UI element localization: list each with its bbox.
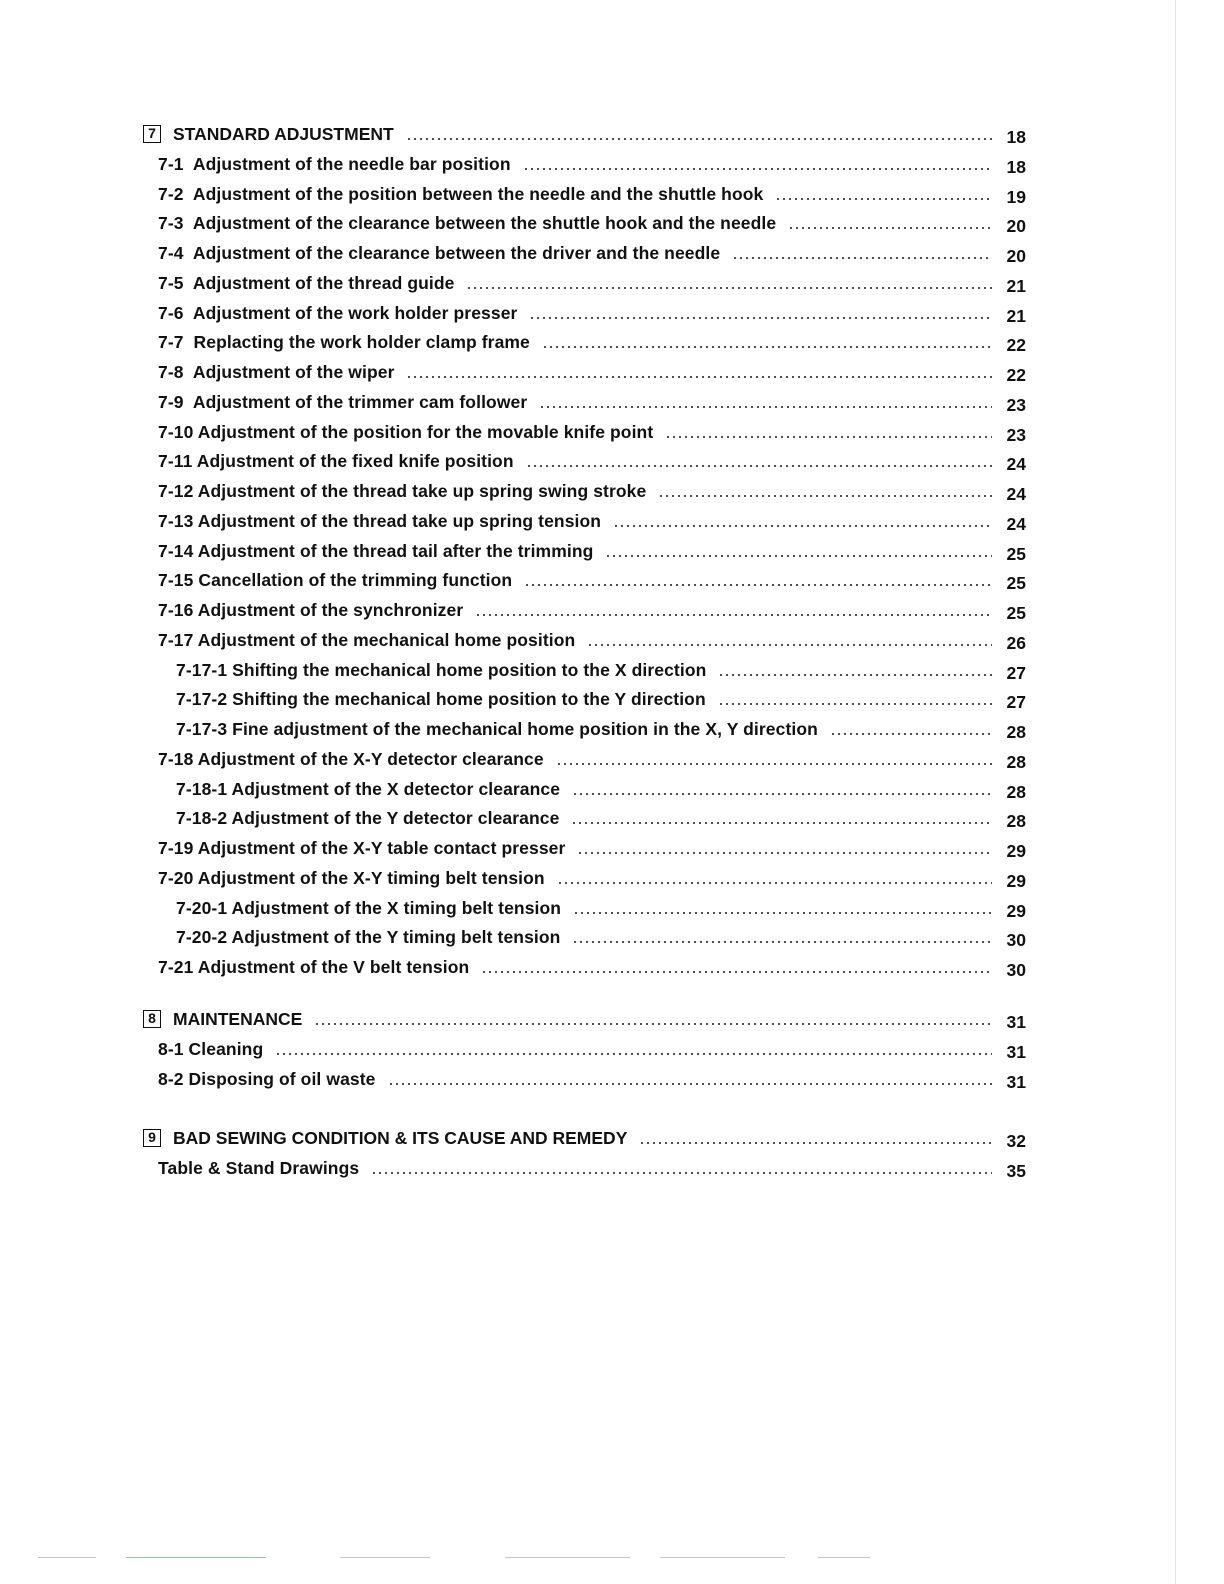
item-title: 7-17-3 Fine adjustment of the mechanical home position in the X, Y direction	[176, 719, 818, 739]
dot-leader	[587, 644, 992, 646]
dot-leader	[388, 1083, 993, 1085]
dot-leader	[526, 465, 992, 467]
dot-leader	[371, 1172, 992, 1174]
toc-item	[158, 1033, 1026, 1062]
toc-item	[158, 624, 1026, 653]
toc-item	[158, 356, 1026, 385]
item-title: 7-6 Adjustment of the work holder presser	[158, 302, 518, 323]
footer-rule	[38, 1557, 96, 1558]
toc-item	[158, 594, 1026, 623]
toc-subitem	[176, 802, 1026, 832]
item-title: 7-17-2 Shifting the mechanical home position to the Y direction	[176, 689, 706, 710]
footer-rule	[660, 1557, 785, 1558]
dot-leader	[475, 614, 992, 616]
dot-leader	[613, 525, 992, 527]
page-number: 21	[1006, 305, 1026, 326]
footer-rule	[126, 1557, 266, 1558]
page-number: 28	[1006, 781, 1026, 802]
dot-leader	[557, 882, 992, 884]
page-number: 24	[1006, 454, 1026, 475]
dot-leader	[466, 287, 992, 289]
page-number: 24	[1006, 484, 1026, 504]
dot-leader	[314, 1023, 992, 1025]
item-title: 7-17-1 Shifting the mechanical home position to the X direction	[176, 659, 707, 680]
item-title: 7-12 Adjustment of the thread take up spring swing stroke	[158, 481, 647, 501]
toc-item	[158, 475, 1026, 504]
item-title: 7-5 Adjustment of the thread guide	[158, 272, 455, 293]
dot-leader	[523, 168, 992, 170]
section-number-box: 8	[143, 1010, 161, 1028]
dot-leader	[577, 852, 992, 854]
page-number: 35	[1006, 1160, 1026, 1181]
dot-leader	[556, 763, 992, 765]
page-number: 29	[1006, 841, 1026, 861]
page-edge-line	[1175, 0, 1176, 1584]
page-number: 18	[1006, 127, 1026, 147]
item-title: 7-20-1 Adjustment of the X timing belt tension	[176, 897, 562, 918]
page-number: 31	[1006, 1012, 1026, 1032]
item-title: 7-3 Adjustment of the clearance between the shuttle hook and the needle	[158, 213, 777, 234]
item-title: 8-2 Disposing of oil waste	[158, 1068, 376, 1089]
item-title: 7-20-2 Adjustment of the Y timing belt tension	[176, 927, 561, 948]
page-number: 31	[1006, 1041, 1026, 1062]
page-number: 31	[1006, 1071, 1026, 1092]
dot-leader	[639, 1142, 992, 1144]
toc-item	[158, 505, 1026, 534]
item-title: 7-18-2 Adjustment of the Y detector clearance	[176, 808, 560, 829]
page-number: 30	[1006, 930, 1026, 951]
item-title: 7-17 Adjustment of the mechanical home position	[158, 629, 576, 650]
item-title: 7-15 Cancellation of the trimming function	[158, 570, 513, 591]
page-number: 25	[1006, 543, 1026, 564]
toc-item	[158, 297, 1026, 326]
toc-section-9	[143, 1122, 1026, 1151]
page-number: 27	[1006, 692, 1026, 713]
item-title: 7-13 Adjustment of the thread take up spring tension	[158, 510, 602, 531]
dot-leader	[539, 406, 992, 408]
item-title: 7-14 Adjustment of the thread tail after the trimming	[158, 540, 594, 561]
item-title: 7-11 Adjustment of the fixed knife position	[158, 451, 514, 472]
dot-leader	[775, 198, 992, 200]
toc-item	[158, 148, 1026, 177]
dot-leader	[830, 733, 992, 735]
dot-leader	[542, 346, 992, 348]
dot-leader	[571, 822, 992, 824]
toc-item	[158, 832, 1026, 861]
page-number: 22	[1006, 335, 1026, 356]
toc-item	[158, 951, 1026, 980]
dot-leader	[524, 584, 992, 586]
footer-rule	[818, 1557, 870, 1558]
toc-section-7	[143, 118, 1026, 147]
page-number: 26	[1006, 632, 1026, 653]
toc-subitem	[176, 773, 1026, 802]
toc-item	[158, 326, 1026, 356]
toc-subitem	[176, 921, 1026, 951]
item-title: 7-19 Adjustment of the X-Y table contact presser	[158, 838, 566, 858]
page-number: 21	[1006, 275, 1026, 296]
item-title: 7-10 Adjustment of the position for the movable knife point	[158, 421, 654, 442]
page-number: 29	[1006, 900, 1026, 921]
page-number: 19	[1006, 186, 1026, 207]
section-title: BAD SEWING CONDITION & ITS CAUSE AND REMEDY	[173, 1128, 628, 1148]
toc-subitem	[176, 683, 1026, 713]
toc-item	[158, 416, 1026, 445]
item-title: 7-1 Adjustment of the needle bar position	[158, 153, 511, 174]
item-title: 8-1 Cleaning	[158, 1038, 264, 1059]
section-title: MAINTENANCE	[173, 1009, 303, 1029]
toc-subitem	[176, 713, 1026, 742]
section-number-box: 7	[143, 125, 161, 143]
page-number: 28	[1006, 811, 1026, 832]
dot-leader	[572, 793, 992, 795]
dot-leader	[665, 436, 992, 438]
toc-subitem	[176, 892, 1026, 921]
page-number: 20	[1006, 216, 1026, 237]
toc-item	[158, 237, 1026, 266]
toc-item	[158, 386, 1026, 415]
page-number: 25	[1006, 603, 1026, 623]
dot-leader	[788, 227, 992, 229]
item-title: 7-20 Adjustment of the X-Y timing belt tension	[158, 867, 545, 888]
toc-item	[158, 1063, 1026, 1092]
page-number: 28	[1006, 751, 1026, 772]
item-title: 7-18 Adjustment of the X-Y detector clearance	[158, 748, 544, 769]
toc-section-8	[143, 1003, 1026, 1032]
toc-item	[158, 267, 1026, 296]
dot-leader	[275, 1053, 992, 1055]
toc-subitem	[176, 654, 1026, 683]
toc-item	[158, 1152, 1026, 1181]
toc-item	[158, 207, 1026, 237]
dot-leader	[529, 317, 992, 319]
page-number: 18	[1006, 156, 1026, 177]
item-title: 7-18-1 Adjustment of the X detector clearance	[176, 778, 561, 799]
dot-leader	[718, 703, 992, 705]
dot-leader	[406, 376, 992, 378]
page-number: 22	[1006, 365, 1026, 385]
dot-leader	[572, 941, 992, 943]
page-number: 24	[1006, 513, 1026, 534]
dot-leader	[658, 495, 992, 497]
item-title: 7-8 Adjustment of the wiper	[158, 362, 395, 382]
dot-leader	[573, 912, 992, 914]
dot-leader	[406, 138, 992, 140]
page-number: 23	[1006, 394, 1026, 415]
dot-leader	[718, 674, 992, 676]
footer-rule	[505, 1557, 630, 1558]
footer-rule	[340, 1557, 430, 1558]
item-title: 7-16 Adjustment of the synchronizer	[158, 600, 464, 620]
page-number: 28	[1006, 722, 1026, 742]
toc-item	[158, 535, 1026, 564]
page-number: 27	[1006, 662, 1026, 683]
dot-leader	[481, 971, 992, 973]
dot-leader	[605, 555, 992, 557]
page-number: 20	[1006, 246, 1026, 266]
section-number-box: 9	[143, 1129, 161, 1147]
toc-item	[158, 564, 1026, 594]
toc-item	[158, 743, 1026, 772]
item-title: Table & Stand Drawings	[158, 1157, 360, 1178]
item-title: 7-4 Adjustment of the clearance between the driver and the needle	[158, 243, 721, 263]
dot-leader	[732, 257, 992, 259]
page-number: 23	[1006, 424, 1026, 445]
item-title: 7-9 Adjustment of the trimmer cam follower	[158, 391, 528, 412]
item-title: 7-2 Adjustment of the position between the needle and the shuttle hook	[158, 183, 764, 204]
page-number: 29	[1006, 870, 1026, 891]
toc-item	[158, 862, 1026, 891]
toc-item	[158, 178, 1026, 207]
page-number: 30	[1006, 960, 1026, 980]
item-title: 7-21 Adjustment of the V belt tension	[158, 957, 470, 977]
page-number: 32	[1006, 1131, 1026, 1151]
page-number: 25	[1006, 573, 1026, 594]
item-title: 7-7 Replacting the work holder clamp frame	[158, 332, 530, 353]
toc-item	[158, 445, 1026, 475]
section-title: STANDARD ADJUSTMENT	[173, 124, 394, 144]
